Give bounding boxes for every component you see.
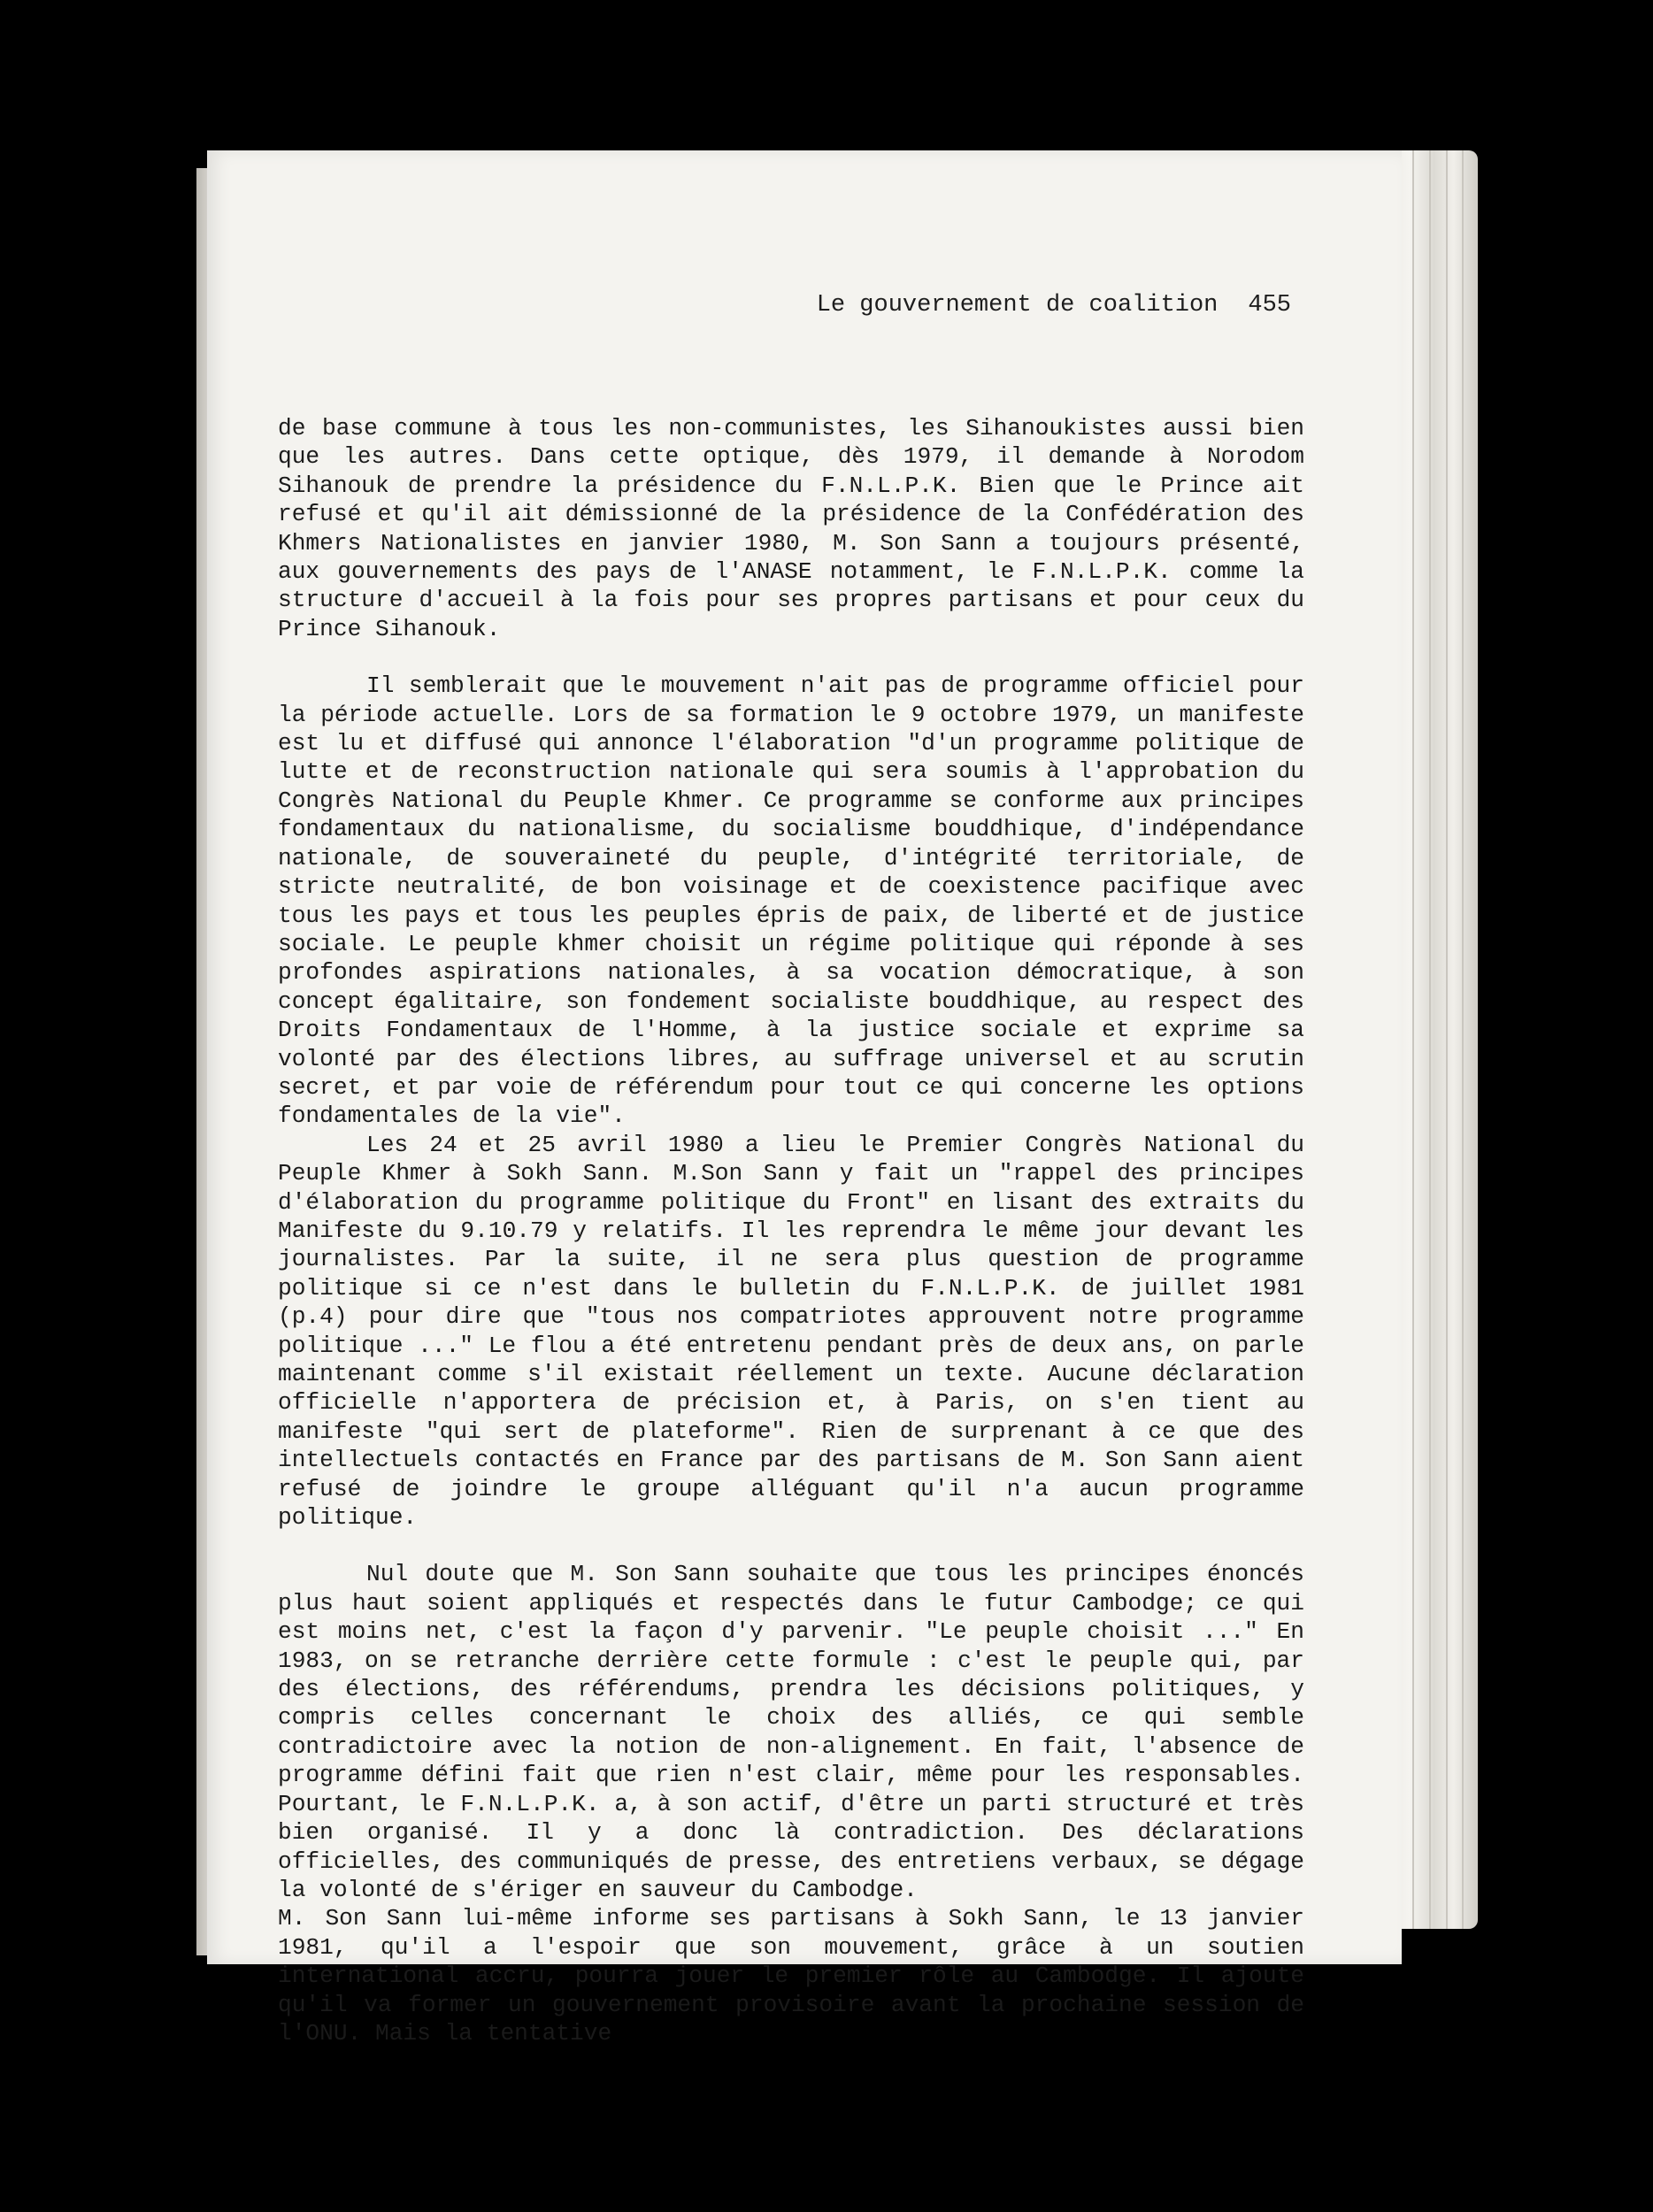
- page-edge-line: [1462, 150, 1464, 1929]
- running-title: Le gouvernement de coalition: [816, 292, 1219, 319]
- paragraph: M. Son Sann lui-même informe ses partisans à Sokh Sann, le 13 janvier 1981, qu'il a l'espoir que son mouvement, grâce à un soutien international accru, pourra jouer le premier rôle au Cambodge. Il ajoute qu'il va former un gouvernement provisoire avant la prochaine session de l'ONU. Mais la tentative: [278, 1905, 1304, 2047]
- paragraph: Nul doute que M. Son Sann souhaite que tous les principes énoncés plus haut soient appliqués et respectés dans le futur Cambodge; ce qui est moins net, c'est la façon d'y parvenir. "Le peuple choisit ..." En 1983, on se retranche derrière cette formule : c'est le peuple qui, par des élections, des référendums, prendra les décisions politiques, y compris celles concernant le choix des alliés, ce qui semble contradictoire avec la notion de non-alignement. En fait, l'absence de programme défini fait que rien n'est clair, même pour les responsables. Pourtant, le F.N.L.P.K. a, à son actif, d'être un parti structuré et très bien organisé. Il y a donc là contradiction. Des déclarations officielles, des communiqués de presse, des entretiens verbaux, se dégage la volonté de s'ériger en sauveur du Cambodge.: [278, 1561, 1304, 1903]
- book-page: [207, 150, 1402, 2047]
- paragraph: Les 24 et 25 avril 1980 a lieu le Premier Congrès National du Peuple Khmer à Sokh Sann. M.Son Sann y fait un "rappel des principes d'élaboration du programme politique du Front" en lisant des extraits du Manifeste du 9.10.79 y relatifs. Il les reprendra le même jour devant les journalistes. Par la suite, il ne sera plus question de programme politique si ce n'est dans le bulletin du F.N.L.P.K. de juillet 1981 (p.4) pour dire que "tous nos compatriotes approuvent notre programme politique ..." Le flou a été entretenu pendant près de deux ans, on parle maintenant comme s'il existait réellement un texte. Aucune déclaration officielle n'apportera de précision et, à Paris, on s'en tient au manifeste "qui sert de plateforme". Rien de surprenant à ce que des intellectuels contactés en France par des partisans de M. Son Sann aient refusé de joindre le groupe alléguant qu'il n'a aucun programme politique.: [278, 1131, 1304, 1532]
- paragraph: de base commune à tous les non-communistes, les Sihanoukistes aussi bien que les autres. Dans cette optique, dès 1979, il demande à Norodom Sihanouk de prendre la présidence du F.N.L.P.K. Bien que le Prince ait refusé et qu'il ait démissionné de la présidence de la Confédération des Khmers Nationalistes en janvier 1980, M. Son Sann a toujours présenté, aux gouvernements des pays de l'ANASE notamment, le F.N.L.P.K. comme la structure d'accueil à la fois pour ses propres partisans et pour ceux du Prince Sihanouk.: [278, 415, 1304, 642]
- page-edge-line: [1412, 150, 1414, 1929]
- body-text: [278, 414, 1304, 2047]
- page-edge-line: [1429, 150, 1431, 1929]
- page-edge-line: [1446, 150, 1448, 1929]
- page-header: [207, 292, 1291, 319]
- paragraph: Il semblerait que le mouvement n'ait pas de programme officiel pour la période actuelle. Lors de sa formation le 9 octobre 1979, un manifeste est lu et diffusé qui annonce l'élaboration "d'un programme politique de lutte et de reconstruction nationale qui sera soumis à l'approbation du Congrès National du Peuple Khmer. Ce programme se conforme aux principes fondamentaux du nationalisme, du socialisme bouddhique, d'indépendance nationale, de souveraineté du peuple, d'intégrité territoriale, de stricte neutralité, de bon voisinage et de coexistence pacifique avec tous les pays et tous les peuples épris de paix, de liberté et de justice sociale. Le peuple khmer choisit un régime politique qui réponde à ses profondes aspirations nationales, à sa vocation démocratique, à son concept égalitaire, son fondement socialiste bouddhique, au respect des Droits Fondamentaux de l'Homme, à la justice sociale et exprime sa volonté par des élections libres, au suffrage universel et au scrutin secret, et par voie de référendum pour tout ce qui concerne les options fondamentales de la vie".: [278, 672, 1304, 1130]
- page-number: 455: [1248, 292, 1291, 319]
